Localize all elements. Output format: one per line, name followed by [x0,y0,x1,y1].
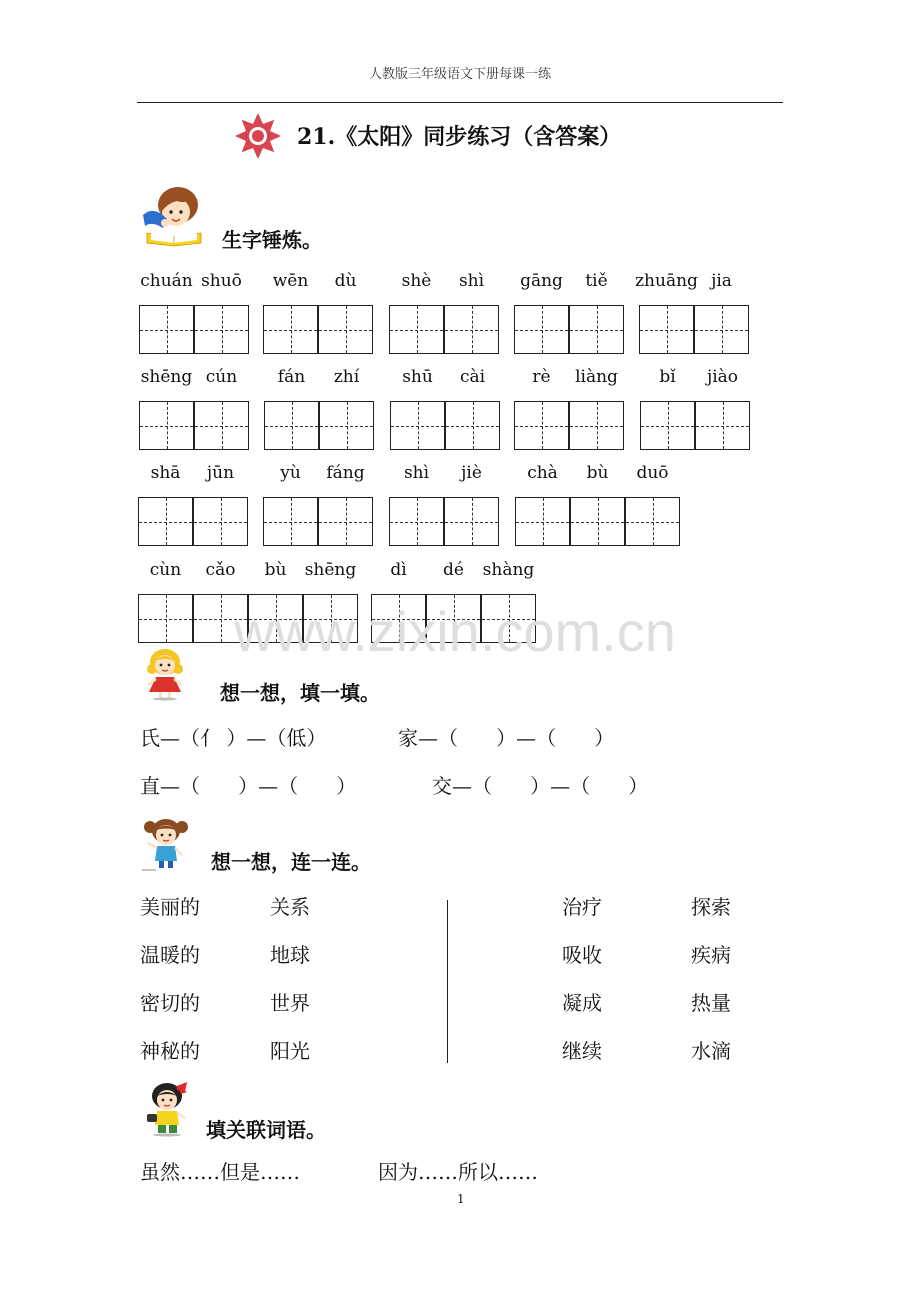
fill-in-item: 直—（ ）—（ ） [140,774,357,798]
pinyin: jūn [206,463,235,483]
word-group [264,366,374,450]
pinyin: shè [401,271,432,291]
girl-red-bow-icon [143,1080,195,1138]
word-group [515,462,680,546]
match-word: 世界 [270,991,310,1015]
fill-in-item: 交—（ ）—（ ） [432,774,649,798]
syllable-column [569,270,624,354]
pinyin: yù [280,463,301,483]
tianzige-box [389,305,444,354]
pinyin: cǎo [205,560,236,580]
tianzige-box [138,497,193,546]
word-group [635,270,749,354]
word-group [139,270,249,354]
word-group [138,462,248,546]
syllable-column [319,366,374,450]
syllable-column [318,462,373,546]
match-word: 地球 [270,943,310,967]
syllable-column [193,559,248,643]
syllable-column [318,270,373,354]
syllable-column [371,559,426,643]
pinyin: jia [711,271,732,291]
syllable-column [635,270,698,354]
match-word: 温暖的 [140,943,200,967]
matching-divider [447,900,448,1063]
syllable-column [444,270,499,354]
tianzige-box [695,401,750,450]
tianzige-box [639,305,694,354]
tianzige-box [303,594,358,643]
header-rule [137,102,783,103]
pinyin: bù [264,560,287,580]
tianzige-box [138,594,193,643]
conjunction-pair: 虽然……但是…… [140,1160,300,1184]
match-word: 关系 [270,895,310,919]
tianzige-box [371,594,426,643]
word-group [389,270,499,354]
tianzige-box [193,497,248,546]
match-word: 阳光 [270,1039,310,1063]
syllable-column [138,462,193,546]
pinyin: zhuāng [635,271,698,291]
tianzige-box [389,497,444,546]
tianzige-box [570,497,625,546]
syllable-column [695,366,750,450]
tianzige-box [625,497,680,546]
syllable-column [389,270,444,354]
pinyin: shuō [201,271,242,291]
syllable-column [263,270,318,354]
fill-in-item: 家—（ ）—（ ） [398,726,615,750]
tianzige-box [481,594,536,643]
tianzige-box [263,497,318,546]
pinyin: shēng [140,367,193,387]
pinyin: chuán [140,271,193,291]
pinyin: wēn [272,271,309,291]
tianzige-box [139,305,194,354]
syllable-column [389,462,444,546]
syllable-column [570,462,625,546]
tianzige-box [569,401,624,450]
fill-in-heading: 想一想，填一填。 [220,681,380,705]
syllable-column [515,462,570,546]
matching-heading: 想一想，连一连。 [211,850,371,874]
syllable-column [263,462,318,546]
syllable-column [303,559,358,643]
tianzige-box [194,401,249,450]
conjunctions-heading: 填关联词语。 [206,1118,326,1142]
tianzige-box [569,305,624,354]
word-group [139,366,249,450]
match-word: 疾病 [691,943,731,967]
pinyin: shì [458,271,485,291]
pinyin: shā [150,463,181,483]
pinyin: bù [586,463,609,483]
pinyin: gāng [520,271,563,291]
pinyin: shū [402,367,433,387]
match-word: 密切的 [140,991,200,1015]
syllable-column [138,559,193,643]
pinyin: liàng [575,367,618,387]
tianzige-box [514,305,569,354]
syllable-column [426,559,481,643]
tianzige-box [390,401,445,450]
tianzige-box [694,305,749,354]
girl-pigtails-icon [142,815,190,871]
page-title: 21.《太阳》同步练习（含答案） [297,124,622,150]
pinyin: tiě [585,271,608,291]
girl-reading-icon [140,185,202,247]
syllable-column [569,366,624,450]
syllable-column [444,462,499,546]
vocab-heading: 生字锤炼。 [222,228,322,252]
match-word: 凝成 [562,991,602,1015]
tianzige-box [319,401,374,450]
pinyin: dì [390,560,407,580]
pinyin: zhí [333,367,360,387]
pinyin: jiào [706,367,739,387]
syllable-column [194,366,249,450]
pinyin: shēng [304,560,357,580]
pinyin: cùn [149,560,182,580]
tianzige-box [445,401,500,450]
match-word: 神秘的 [140,1039,200,1063]
word-group [514,270,624,354]
tianzige-box [514,401,569,450]
tianzige-box [193,594,248,643]
syllable-column [694,270,749,354]
word-group [389,462,499,546]
tianzige-box [264,401,319,450]
tianzige-box [515,497,570,546]
pinyin: bǐ [659,367,676,387]
word-group [371,559,536,643]
tianzige-box [444,497,499,546]
syllable-column [445,366,500,450]
syllable-column [193,462,248,546]
word-group [263,462,373,546]
word-group [514,366,624,450]
girl-red-dress-icon [143,647,187,701]
fill-in-item: 氏—（亻 ）—（低） [140,726,327,750]
pinyin: cún [205,367,238,387]
match-word: 继续 [562,1039,602,1063]
word-group [390,366,500,450]
tianzige-box [444,305,499,354]
pinyin: jiè [461,463,482,483]
match-word: 水滴 [691,1039,731,1063]
tianzige-box [318,497,373,546]
conjunction-pair: 因为……所以…… [378,1160,538,1184]
pinyin: duō [636,463,669,483]
pinyin: cài [459,367,486,387]
match-word: 美丽的 [140,895,200,919]
watermark: www.zixin.com.cn [234,600,676,663]
syllable-column [625,462,680,546]
tianzige-box [318,305,373,354]
pinyin: dù [334,271,357,291]
word-group [138,559,358,643]
match-word: 热量 [691,991,731,1015]
syllable-column [514,270,569,354]
syllable-column [640,366,695,450]
match-word: 探索 [691,895,731,919]
pinyin: chà [527,463,558,483]
syllable-column [264,366,319,450]
word-group [640,366,750,450]
syllable-column [139,270,194,354]
tianzige-box [194,305,249,354]
pinyin: fáng [326,463,365,483]
tianzige-box [640,401,695,450]
syllable-column [248,559,303,643]
syllable-column [390,366,445,450]
tianzige-box [248,594,303,643]
pinyin: fán [277,367,306,387]
syllable-column [194,270,249,354]
syllable-column [481,559,536,643]
tianzige-box [139,401,194,450]
pinyin: shì [403,463,430,483]
tianzige-box [426,594,481,643]
sun-star-icon [234,112,282,160]
tianzige-box [263,305,318,354]
pinyin: dé [443,560,464,580]
pinyin: shàng [482,560,535,580]
page-number: 1 [457,1192,465,1206]
running-title: 人教版三年级语文下册每课一练 [368,67,551,82]
pinyin: rè [532,367,551,387]
match-word: 治疗 [562,895,602,919]
syllable-column [139,366,194,450]
syllable-column [514,366,569,450]
word-group [263,270,373,354]
match-word: 吸收 [562,943,602,967]
